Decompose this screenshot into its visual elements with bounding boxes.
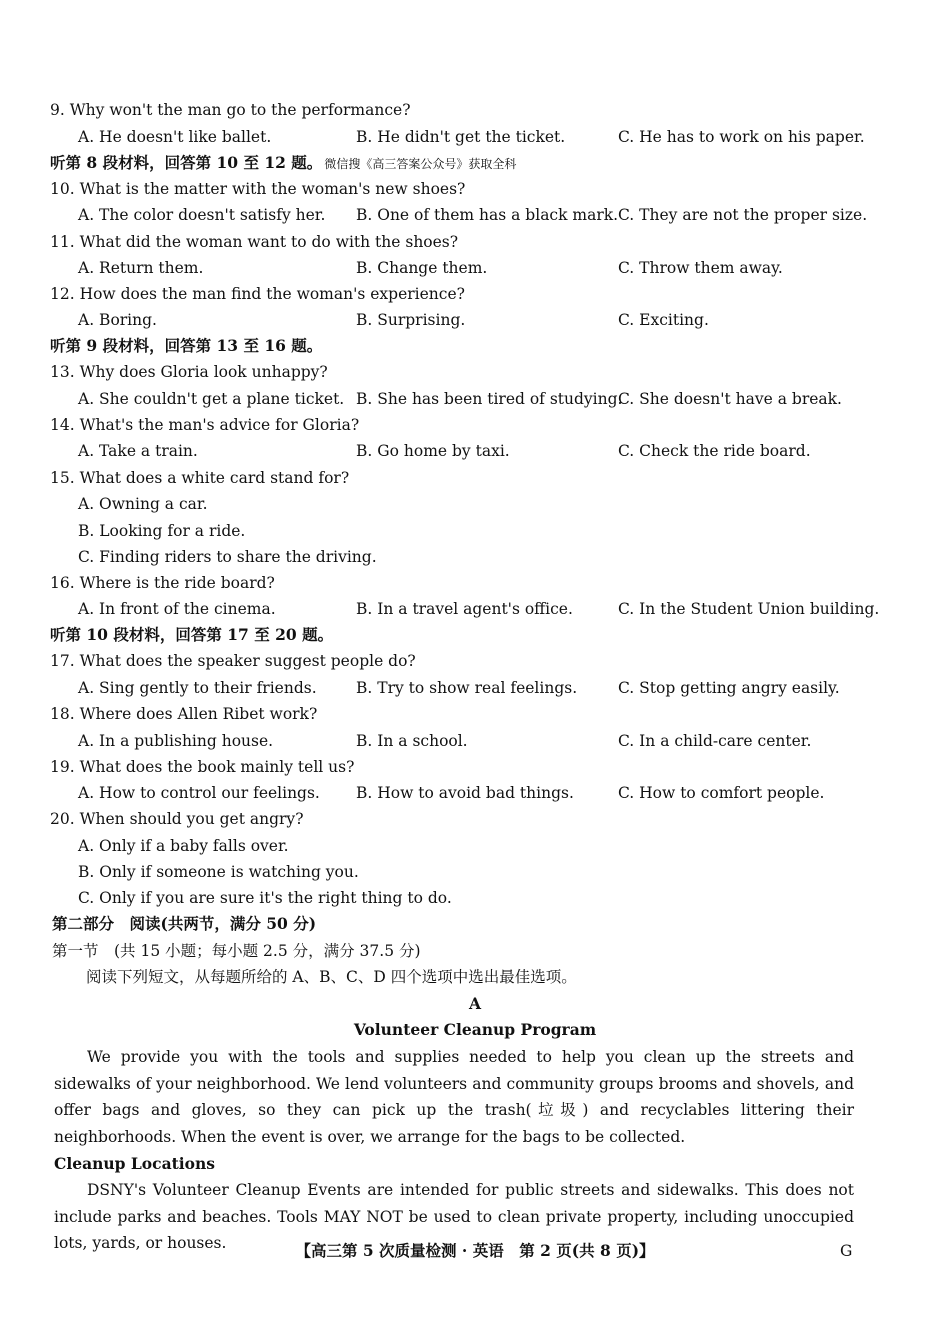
question-11-stem: 11. What did the woman want to do with the shoes? [50,233,459,251]
question-17-option-b: B. Try to show real feelings. [356,679,578,697]
paper-code: G [840,1242,853,1260]
question-10-options [0,202,950,228]
passage-letter: A [468,994,482,1013]
question-13-options [0,386,950,412]
question-14-option-c: C. Check the ride board. [618,442,811,460]
question-13-option-c: C. She doesn't have a break. [618,390,842,408]
passage-paragraph-2: DSNY's Volunteer Cleanup Events are intended for public streets and sidewalks. This does not include parks and beaches. Tools MAY NOT be used to clean private property, including unoccupied lots, yards, or houses. [54,1181,854,1252]
section-10-heading: 听第 10 段材料，回答第 17 至 20 题。 [50,625,334,644]
question-14-option-a: A. Take a train. [78,442,198,460]
question-19-option-b: B. How to avoid bad things. [356,784,574,802]
question-18-option-b: B. In a school. [356,732,468,750]
question-16-options [0,596,950,622]
question-19-stem: 19. What does the book mainly tell us? [50,758,355,776]
part-2-heading: 第二部分 阅读(共两节，满分 50 分) [52,914,317,933]
question-19-options [0,780,950,806]
question-11-option-c: C. Throw them away. [618,259,783,277]
question-15-option-b: B. Looking for a ride. [78,522,246,540]
passage-paragraph-1: We provide you with the tools and supplies needed to help you clean up the streets and sidewalks of your neighborhood. We lend volunteers and community groups brooms and shovels, and offer bags and gloves, so they can pick up the trash(垃圾) and recyclables littering their neighborhoods. When the event is over, we arrange for the bags to be collected. [54,1048,854,1146]
question-17-option-c: C. Stop getting angry easily. [618,679,840,697]
question-10-option-c: C. They are not the proper size. [618,206,868,224]
section-8-text: 听第 8 段材料，回答第 10 至 12 题。 [50,153,323,172]
question-13-stem: 13. Why does Gloria look unhappy? [50,363,328,381]
reading-instruction: 阅读下列短文，从每题所给的 A、B、C、D 四个选项中选出最佳选项。 [86,968,577,986]
question-9-stem: 9. Why won't the man go to the performance? [50,101,411,119]
question-16-option-c: C. In the Student Union building. [618,600,880,618]
question-9-options [0,124,950,150]
section-8-note: 微信搜《高三答案公众号》获取全科 [324,157,517,171]
question-16-option-a: A. In front of the cinema. [78,600,276,618]
passage-title: Volunteer Cleanup Program [353,1020,597,1039]
question-9-option-a: A. He doesn't like ballet. [78,128,272,146]
question-10-option-b: B. One of them has a black mark. [356,206,619,224]
question-15-option-a: A. Owning a car. [78,495,208,513]
question-18-stem: 18. Where does Allen Ribet work? [50,705,318,723]
page-footer: 【高三第 5 次质量检测 · 英语 第 2 页(共 8 页)】 [295,1241,655,1260]
cleanup-locations-heading: Cleanup Locations [54,1154,216,1173]
question-14-stem: 14. What's the man's advice for Gloria? [50,416,360,434]
question-17-stem: 17. What does the speaker suggest people do? [50,652,416,670]
question-9-option-b: B. He didn't get the ticket. [356,128,566,146]
question-14-option-b: B. Go home by taxi. [356,442,510,460]
question-12-option-c: C. Exciting. [618,311,709,329]
question-10-option-a: A. The color doesn't satisfy her. [78,206,326,224]
question-20-option-a: A. Only if a baby falls over. [78,837,289,855]
question-18-option-a: A. In a publishing house. [78,732,274,750]
question-12-stem: 12. How does the man find the woman's experience? [50,285,465,303]
question-20-stem: 20. When should you get angry? [50,810,304,828]
question-14-options [0,438,950,464]
question-17-option-a: A. Sing gently to their friends. [78,679,317,697]
question-11-options [0,255,950,281]
section-9-heading: 听第 9 段材料，回答第 13 至 16 题。 [50,336,323,355]
question-11-option-a: A. Return them. [78,259,204,277]
question-9-option-c: C. He has to work on his paper. [618,128,865,146]
question-16-stem: 16. Where is the ride board? [50,574,275,592]
question-20-option-c: C. Only if you are sure it's the right thing to do. [78,889,452,907]
question-13-option-b: B. She has been tired of studying. [356,390,623,408]
question-15-stem: 15. What does a white card stand for? [50,469,350,487]
question-16-option-b: B. In a travel agent's office. [356,600,573,618]
section-8-heading [50,150,516,176]
question-15-option-c: C. Finding riders to share the driving. [78,548,377,566]
question-17-options [0,675,950,701]
question-18-option-c: C. In a child-care center. [618,732,812,750]
question-19-option-a: A. How to control our feelings. [78,784,320,802]
section-1-heading: 第一节 (共 15 小题；每小题 2.5 分，满分 37.5 分) [52,942,421,960]
question-20-option-b: B. Only if someone is watching you. [78,863,359,881]
question-11-option-b: B. Change them. [356,259,488,277]
question-10-stem: 10. What is the matter with the woman's new shoes? [50,180,466,198]
question-18-options [0,728,950,754]
question-12-option-b: B. Surprising. [356,311,466,329]
question-13-option-a: A. She couldn't get a plane ticket. [78,390,345,408]
question-12-options [0,307,950,333]
question-19-option-c: C. How to comfort people. [618,784,825,802]
question-12-option-a: A. Boring. [78,311,157,329]
